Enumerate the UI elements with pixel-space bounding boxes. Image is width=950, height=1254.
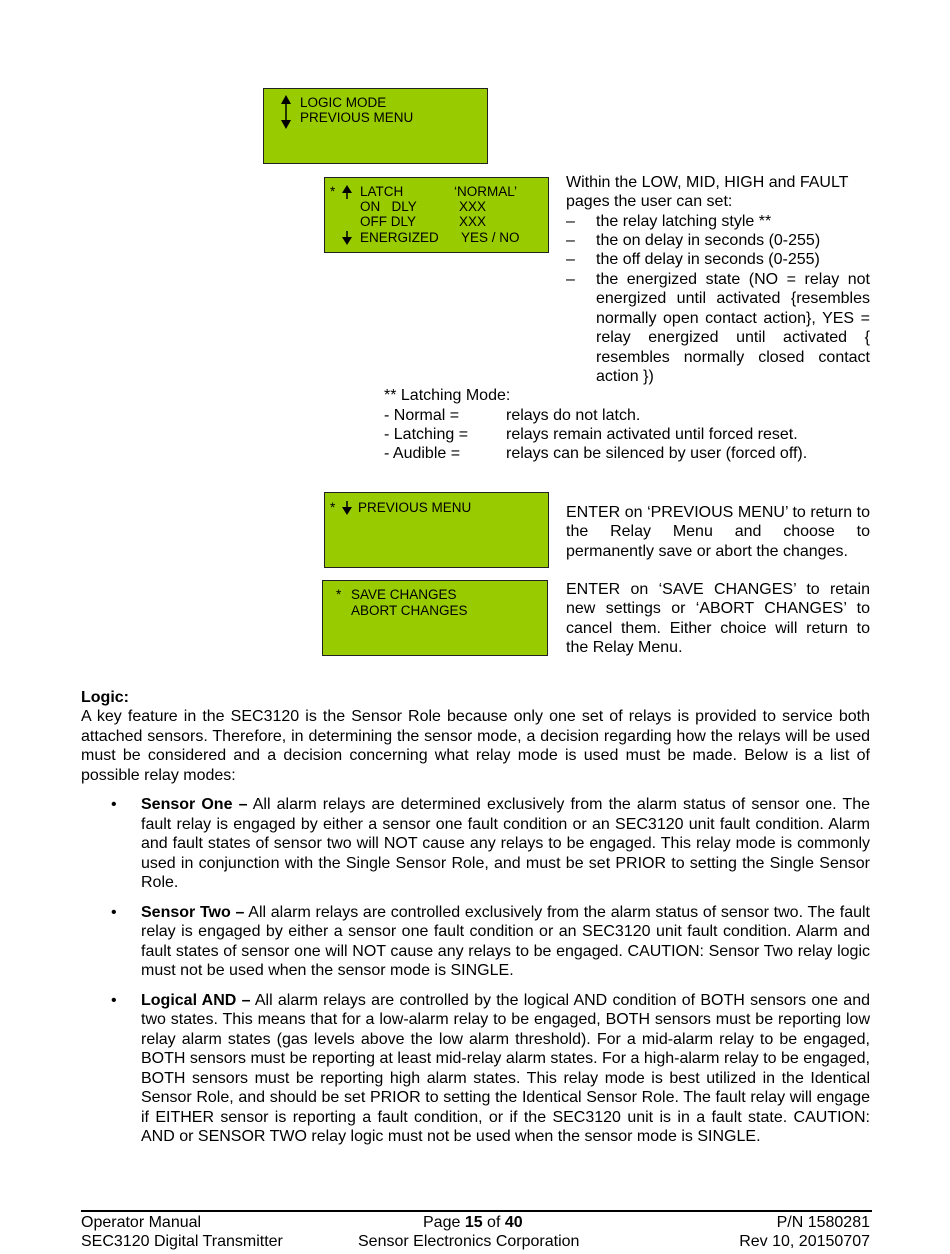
lcd-line-logic-mode: LOGIC MODE [300,95,387,110]
lcd-row-label: OFF DLY [360,214,417,229]
setting-item: the energized state (NO = relay not energized until activated {resembles normally open contact action}, YES = relay energized until activated { resembles normally closed contact action }) [596,271,870,386]
dash: – [566,213,575,230]
lcd-row-label: LATCH [360,184,404,199]
relay-mode-list [81,795,870,1157]
setting-item: the on delay in seconds (0-255) [596,232,821,249]
footer-product: SEC3120 Digital Transmitter [81,1233,283,1250]
lcd-line-save-changes: SAVE CHANGES [351,587,457,602]
up-arrow-icon [341,185,353,199]
page-prefix: Page [423,1214,465,1231]
list-item [81,991,870,1147]
lcd-cursor: * [330,184,336,199]
lcd-row-value: ‘NORMAL’ [454,184,518,199]
bullet-text: All alarm relays are controlled exclusively from the alarm status of sensor two. The fault relay is engaged by either a sensor one fault condition or an SEC3120 unit fault condition. Alarm and fault states of sensor one will NOT cause any relays to be engaged. CAUTION: Sensor Two relay logic must not be used when the sensor mode is SINGLE. [141,903,871,979]
lcd-row-value: YES / NO [461,230,520,245]
latching-title: ** Latching Mode: [384,387,511,404]
lcd-logic-mode [263,88,488,164]
bullet-term: Logical AND – [141,991,251,1009]
save-changes-explanation: ENTER on ‘SAVE CHANGES’ to retain new settings or ‘ABORT CHANGES’ to cancel them. Either choice will return to the Relay Menu. [566,581,870,657]
dash: – [566,232,575,249]
lcd-relay-settings [324,177,549,253]
lcd-line-previous-menu: PREVIOUS MENU [300,110,414,125]
setting-item: the relay latching style ** [596,213,772,230]
previous-menu-explanation: ENTER on ‘PREVIOUS MENU’ to return to the Relay Menu and choose to permanently save or abort the changes. [566,504,870,560]
intro-line-2: pages the user can set: [566,193,733,210]
lcd-save-changes [322,580,548,656]
lcd-row-label: ON DLY [360,199,417,214]
logic-paragraph: A key feature in the SEC3120 is the Sensor Role because only one set of relays is provided to service both attached sensors. Therefore, in determining the sensor mode, a decision regarding how the relays will be used must be considered and a decision concerning what relay mode is used must be made. Below is a list of possible relay modes: [81,708,870,784]
bullet-text: All alarm relays are controlled by the logical AND condition of BOTH sensors one and two states. This means that for a low-alarm relay to be engaged, BOTH sensors must be reporting low relay alarm states (gas levels above the low alarm threshold). For a mid-alarm relay to be engaged, BOTH sensors must be reporting at least mid-relay alarm states. For a high-alarm relay to be engaged, BOTH sensors must be reporting high alarm states. This relay mode is best utilized in the Identical Sensor Role, and should be set PRIOR to setting the Identical Sensor Role. The fault relay will engage if EITHER sensor is reporting a fault condition, or if the SEC3120 unit is in a fault state. CAUTION: AND or SENSOR TWO relay logic must not be used when the sensor mode is SINGLE. [141,991,870,1145]
latching-desc: relays can be silenced by user (forced off). [506,445,808,462]
lcd-previous-menu [324,492,549,568]
footer-company: Sensor Electronics Corporation [358,1233,580,1250]
bullet-term: Sensor Two – [141,903,245,921]
latching-term: - Latching = [384,426,469,443]
up-down-arrow-icon [280,95,292,129]
footer-divider [81,1210,872,1212]
page-total: 40 [504,1214,523,1231]
page-current: 15 [464,1214,483,1231]
lcd-cursor: * [336,587,342,602]
lcd-line-abort-changes: ABORT CHANGES [351,603,468,618]
bullet: • [111,903,117,921]
lcd-cursor: * [330,500,336,515]
latching-term: - Normal = [384,407,460,424]
setting-item: the off delay in seconds (0-255) [596,251,820,268]
bullet: • [111,991,117,1009]
lcd-row-value: XXX [459,199,487,214]
bullet: • [111,796,117,813]
latching-desc: relays remain activated until forced reset. [506,426,798,443]
footer-part-number: P/N 1580281 [776,1214,870,1231]
list-item [81,903,870,981]
lcd-line-previous-menu: PREVIOUS MENU [358,500,472,515]
lcd-row-label: ENERGIZED [360,230,439,245]
footer-revision: Rev 10, 20150707 [739,1233,870,1250]
intro-line-1: Within the LOW, MID, HIGH and FAULT [566,174,849,191]
list-item [81,795,870,893]
dash: – [566,251,575,268]
page-of: of [482,1214,505,1231]
dash: – [566,271,575,288]
down-arrow-icon [341,231,353,245]
latching-desc: relays do not latch. [506,407,641,424]
lcd-row-value: XXX [459,214,487,229]
bullet-term: Sensor One – [141,796,248,813]
bullet-text: All alarm relays are determined exclusively from the alarm status of sensor one. The fault relay is engaged by either a sensor one fault condition or an SEC3120 unit fault condition. Alarm and fault states of sensor two will NOT cause any relays to be engaged. This relay mode is commonly used in conjunction with the Single Sensor Role, and must be set PRIOR to setting the Single Sensor Role. [141,796,870,891]
footer-doc-type: Operator Manual [81,1214,202,1231]
logic-heading: Logic: [81,689,129,706]
footer-page-number [423,1213,523,1232]
down-arrow-icon [341,501,353,515]
latching-term: - Audible = [384,445,461,462]
